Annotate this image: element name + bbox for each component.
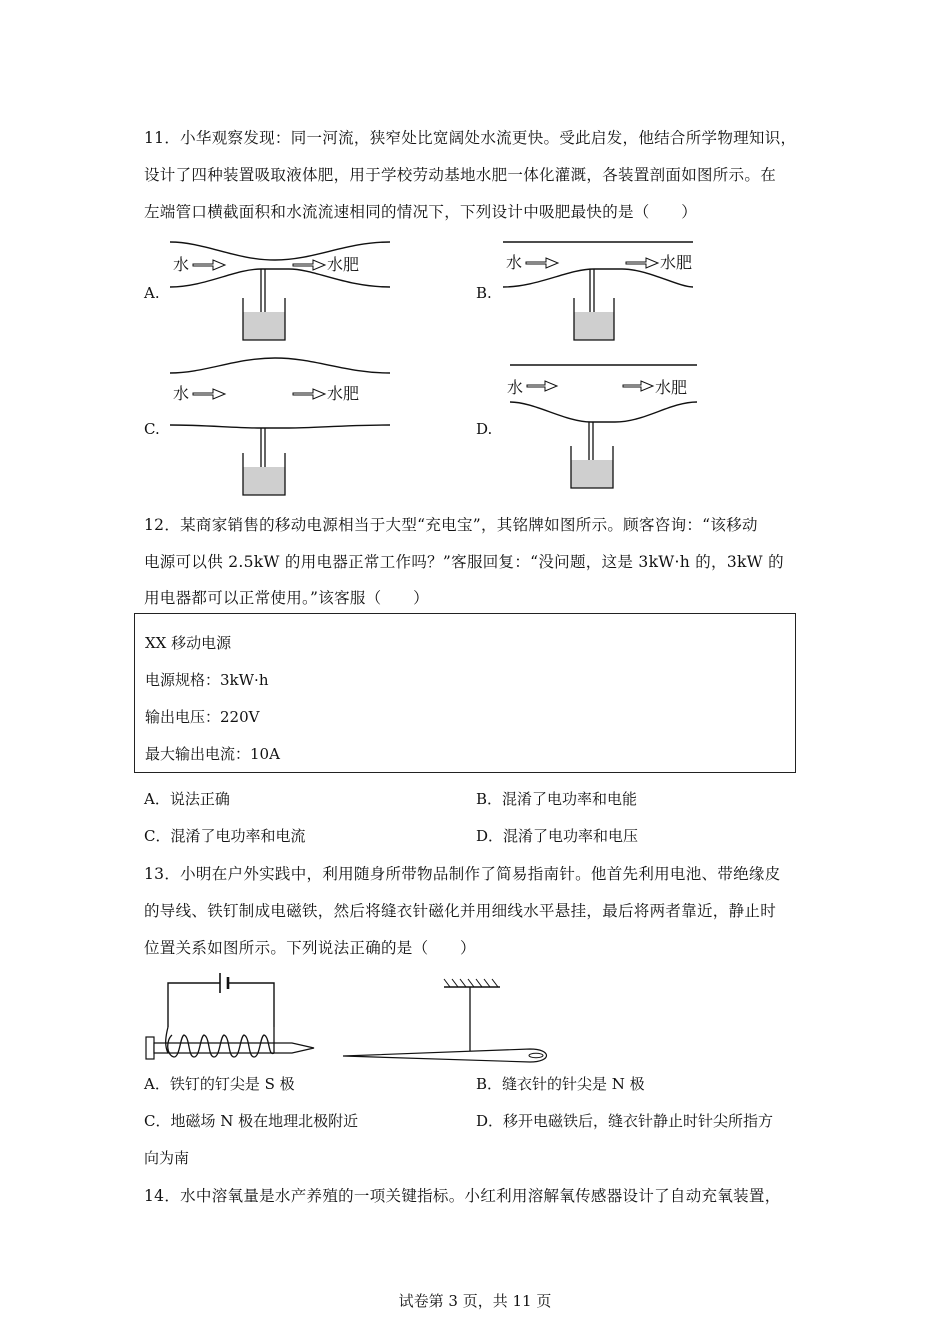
- q11-line-1: 11．小华观察发现：同一河流，狭窄处比宽阔处水流更快。受此启发，他结合所学物理知识，: [144, 129, 797, 147]
- q13-line-1: 13．小明在户外实践中，利用随身所带物品制作了简易指南针。他首先利用电池、带绝缘皮: [144, 865, 781, 883]
- q14-line-1: 14．水中溶氧量是水产养殖的一项关键指标。小红利用溶解氧传感器设计了自动充氧装置，: [144, 1187, 781, 1205]
- q12-line-1: 12．某商家销售的移动电源相当于大型“充电宝”，其铭牌如图所示。顾客咨询：“该移动: [144, 516, 758, 534]
- q11-figure-c: [165, 355, 395, 504]
- nameplate-title: XX 移动电源: [145, 634, 232, 652]
- nameplate-voltage: 输出电压：220V: [145, 708, 260, 726]
- fertilizer-label-a: 水肥: [327, 255, 360, 274]
- q13-line-3: 位置关系如图所示。下列说法正确的是（ ）: [144, 939, 476, 957]
- water-label-d: 水: [507, 378, 524, 397]
- q13-option-b: B．缝衣针的针尖是 N 极: [476, 1075, 645, 1093]
- q11-option-d-label: D.: [476, 420, 493, 438]
- q11-option-a-label: A.: [144, 284, 160, 302]
- q11-figure-d: [505, 360, 705, 499]
- q11-option-c-label: C.: [144, 420, 160, 438]
- nameplate-box: [134, 613, 796, 773]
- q13-line-2: 的导线、铁钉制成电磁铁，然后将缝衣针磁化并用细线水平悬挂，最后将两者靠近，静止时: [144, 902, 777, 920]
- nameplate-current: 最大输出电流：10A: [145, 745, 280, 763]
- fertilizer-label-c: 水肥: [327, 384, 360, 403]
- needle-figure: [340, 965, 565, 1069]
- q12-option-a: A．说法正确: [144, 790, 230, 808]
- q11-line-3: 左端管口横截面积和水流流速相同的情况下，下列设计中吸肥最快的是（ ）: [144, 203, 698, 221]
- q11-option-b-label: B.: [476, 284, 492, 302]
- fertilizer-label-b: 水肥: [660, 253, 693, 272]
- fertilizer-label-d: 水肥: [655, 378, 688, 397]
- page-footer: 试卷第 3 页，共 11 页: [398, 1292, 552, 1310]
- water-label-c: 水: [173, 384, 190, 403]
- nameplate-spec: 电源规格：3kW·h: [145, 671, 269, 689]
- q13-option-d: D．移开电磁铁后，缝衣针静止时针尖所指方: [476, 1112, 774, 1130]
- q11-figure-a: [165, 232, 395, 348]
- q12-option-c: C．混淆了电功率和电流: [144, 827, 306, 845]
- q12-option-b: B．混淆了电功率和电能: [476, 790, 638, 808]
- q13-option-a: A．铁钉的钉尖是 S 极: [144, 1075, 295, 1093]
- water-label-b: 水: [506, 253, 523, 272]
- q12-line-2: 电源可以供 2.5kW 的用电器正常工作吗？”客服回复：“没问题，这是 3kW·h 的，3kW 的: [144, 553, 784, 571]
- q12-line-3: 用电器都可以正常使用。”该客服（ ）: [144, 589, 429, 607]
- electromagnet-figure: [144, 965, 324, 1069]
- q11-figure-b: [498, 232, 728, 348]
- q11-line-2: 设计了四种装置吸取液体肥，用于学校劳动基地水肥一体化灌溉，各装置剖面如图所示。在: [144, 166, 777, 184]
- water-label-a: 水: [173, 255, 190, 274]
- q13-option-d-continued: 向为南: [144, 1149, 190, 1167]
- q12-option-d: D．混淆了电功率和电压: [476, 827, 639, 845]
- q13-option-c: C．地磁场 N 极在地理北极附近: [144, 1112, 359, 1130]
